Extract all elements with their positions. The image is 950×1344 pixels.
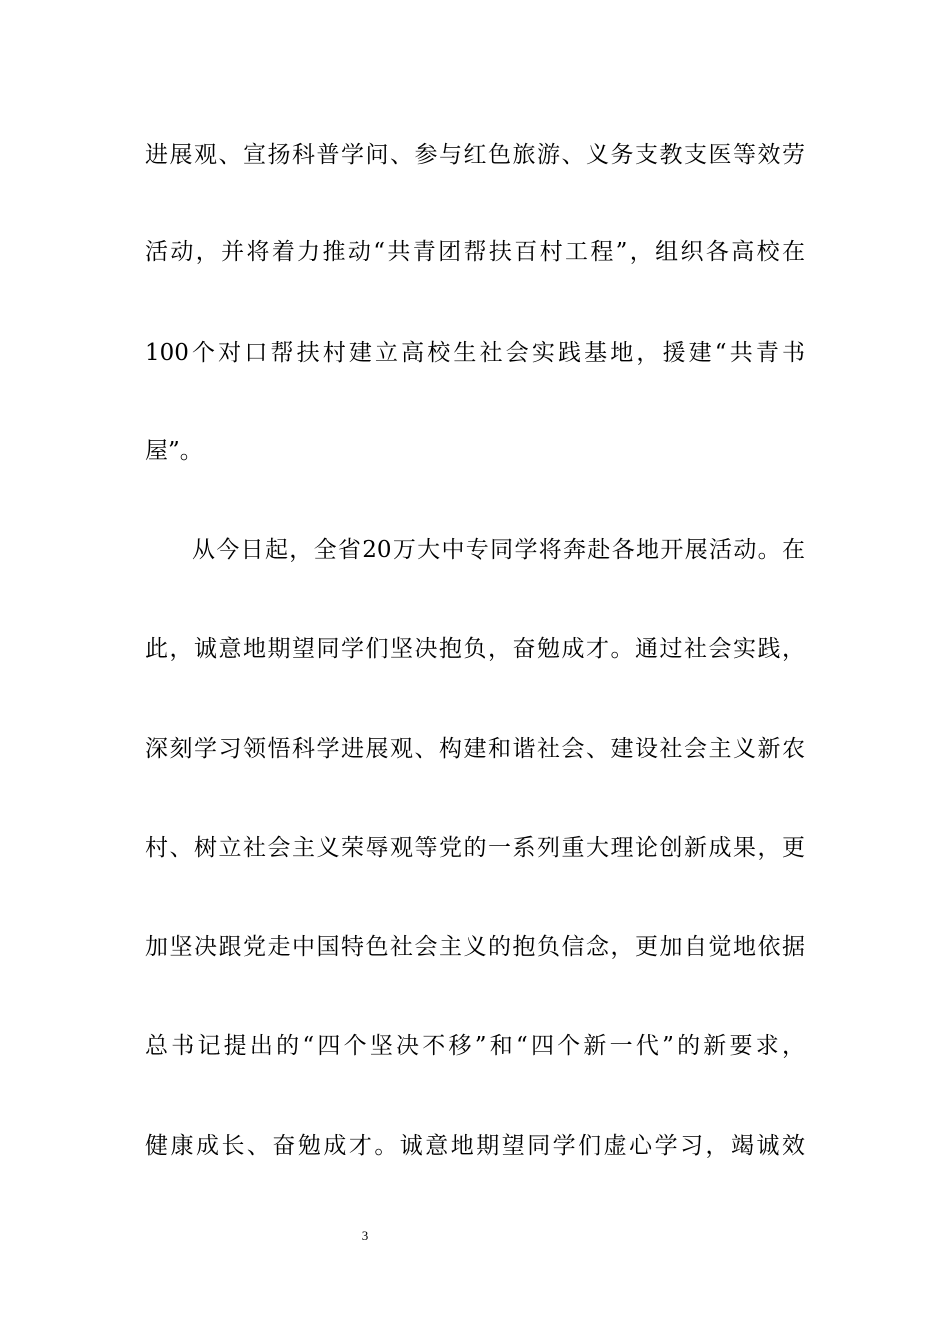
text-line: 健康成长、奋勉成才。诚意地期望同学们虚心学习，竭诚效 [145, 1133, 805, 1159]
text-line: 总书记提出的“四个坚决不移”和“四个新一代”的新要求， [145, 1033, 805, 1059]
text-line: 村、树立社会主义荣辱观等党的一系列重大理论创新成果，更 [145, 835, 805, 861]
text-line: 屋”。 [145, 438, 203, 464]
text-line: 从今日起，全省20万大中专同学将奔赴各地开展活动。在 [192, 537, 805, 563]
text-line: 此，诚意地期望同学们坚决抱负，奋勉成才。通过社会实践， [145, 636, 805, 662]
text-line: 100个对口帮扶村建立高校生社会实践基地，援建“共青书 [145, 340, 805, 366]
page-number: 3 [361, 1228, 369, 1243]
text-line: 进展观、宣扬科普学问、参与红色旅游、义务支教支医等效劳 [145, 142, 805, 168]
text-line: 活动，并将着力推动“共青团帮扶百村工程”，组织各高校在 [145, 239, 805, 265]
text-line: 深刻学习领悟科学进展观、构建和谐社会、建设社会主义新农 [145, 736, 805, 762]
text-line: 加坚决跟党走中国特色社会主义的抱负信念，更加自觉地依据 [145, 934, 805, 960]
